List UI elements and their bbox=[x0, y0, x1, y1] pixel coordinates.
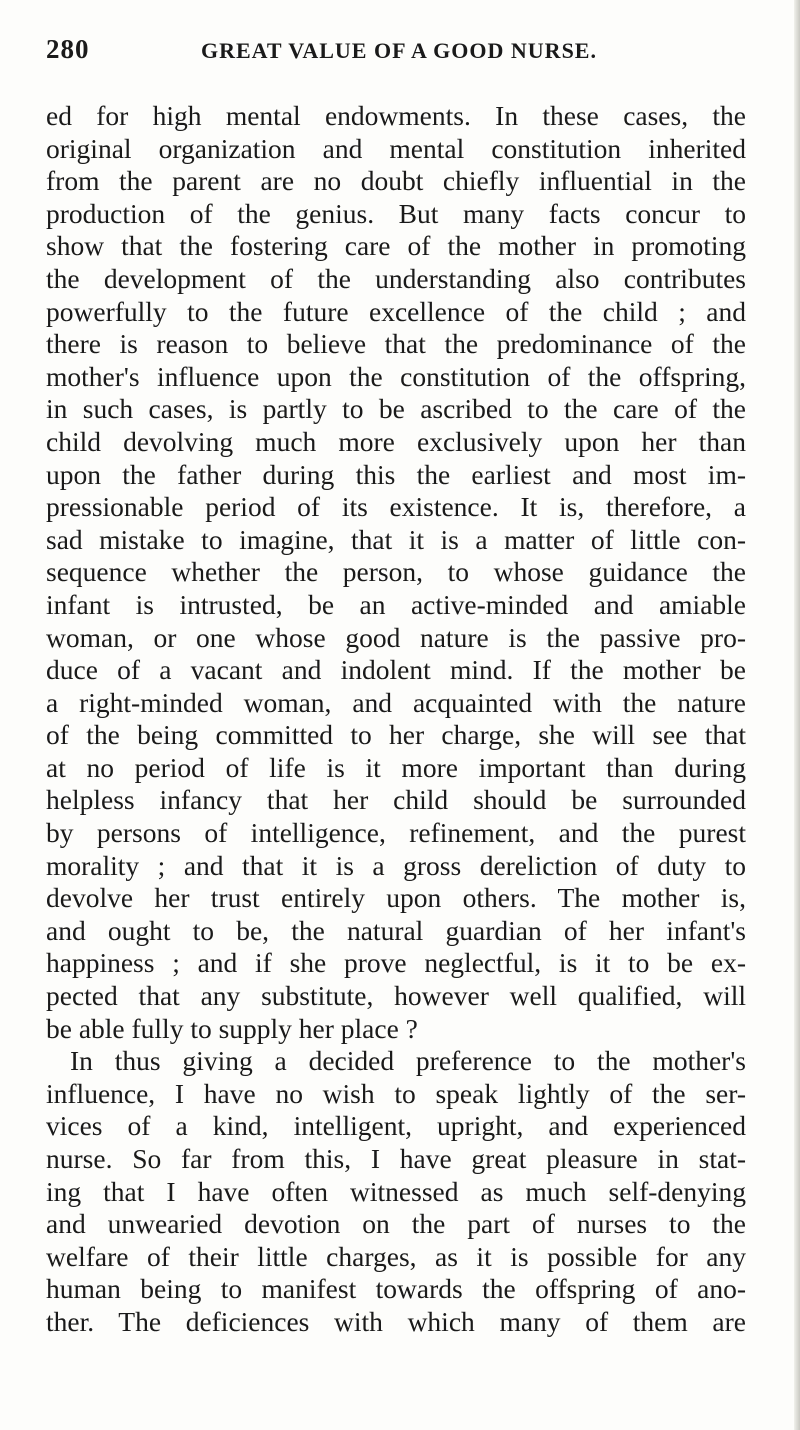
text-line: human being to manifest towards the offspring of ano- bbox=[46, 1273, 746, 1305]
text-line: a right-minded woman, and acquainted with the nature bbox=[46, 686, 746, 718]
text-line: upon the father during this the earliest and most im- bbox=[46, 458, 746, 490]
text-line: pected that any substitute, however well qualified, will bbox=[46, 980, 746, 1012]
text-line: mother's influence upon the constitution of the offspring, bbox=[46, 360, 746, 392]
text-line: by persons of intelligence, refinement, and the purest bbox=[46, 817, 746, 849]
text-line: ther. The deficiences with which many of them are bbox=[46, 1305, 746, 1337]
text-line: ed for high mental endowments. In these cases, the bbox=[46, 100, 746, 131]
text-line: and ought to be, the natural guardian of her infant's bbox=[46, 914, 746, 946]
text-line: of the being committed to her charge, she will see that bbox=[46, 719, 746, 751]
text-line: at no period of life is it more important than during bbox=[46, 751, 746, 783]
text-line: and unwearied devotion on the part of nurses to the bbox=[46, 1208, 746, 1240]
text-line: production of the genius. But many facts concur to bbox=[46, 197, 746, 229]
text-line: helpless infancy that her child should be surrounded bbox=[46, 784, 746, 816]
text-line: original organization and mental constitution inherited bbox=[46, 132, 746, 164]
text-line: nurse. So far from this, I have great pleasure in stat- bbox=[46, 1143, 746, 1174]
text-line: the development of the understanding also contributes bbox=[46, 262, 746, 294]
text-line: happiness ; and if she prove neglectful, is it to be ex- bbox=[46, 947, 746, 979]
text-line: vices of a kind, intelligent, upright, and experienced bbox=[46, 1110, 746, 1142]
text-line: In thus giving a decided preference to the mother's bbox=[70, 1045, 746, 1077]
text-line: influence, I have no wish to speak lightly of the ser- bbox=[46, 1077, 746, 1109]
text-line: morality ; and that it is a gross dereliction of duty to bbox=[46, 849, 746, 881]
text-line: welfare of their little charges, as it is possible for any bbox=[46, 1240, 746, 1272]
page-edge bbox=[794, 0, 800, 1430]
text-line: sequence whether the person, to whose guidance the bbox=[46, 556, 746, 588]
text-line: sad mistake to imagine, that it is a matter of little con- bbox=[46, 523, 746, 555]
text-line: from the parent are no doubt chiefly influential in the bbox=[46, 165, 746, 197]
text-line: devolve her trust entirely upon others. The mother is, bbox=[46, 882, 746, 914]
text-line: ing that I have often witnessed as much self-denying bbox=[46, 1175, 746, 1207]
text-line: child devolving much more exclusively upon her than bbox=[46, 425, 746, 457]
text-line: show that the fostering care of the mother in promoting bbox=[46, 230, 746, 262]
running-head bbox=[46, 34, 766, 70]
page-number: 280 bbox=[46, 34, 90, 64]
text-line: woman, or one whose good nature is the passive pro- bbox=[46, 621, 746, 653]
text-line: pressionable period of its existence. It is, therefore, a bbox=[46, 491, 746, 523]
text-line: there is reason to believe that the predominance of the bbox=[46, 328, 746, 360]
body-text bbox=[46, 100, 746, 1339]
text-line: infant is intrusted, be an active-minded and amiable bbox=[46, 588, 746, 620]
text-line: in such cases, is partly to be ascribed to the care of the bbox=[46, 393, 746, 425]
text-line: be able fully to supply her place ? bbox=[46, 1012, 418, 1044]
running-title: GREAT VALUE OF A GOOD NURSE. bbox=[201, 38, 597, 63]
text-line: powerfully to the future excellence of the child ; and bbox=[46, 295, 746, 327]
text-line: duce of a vacant and indolent mind. If the mother be bbox=[46, 654, 746, 686]
